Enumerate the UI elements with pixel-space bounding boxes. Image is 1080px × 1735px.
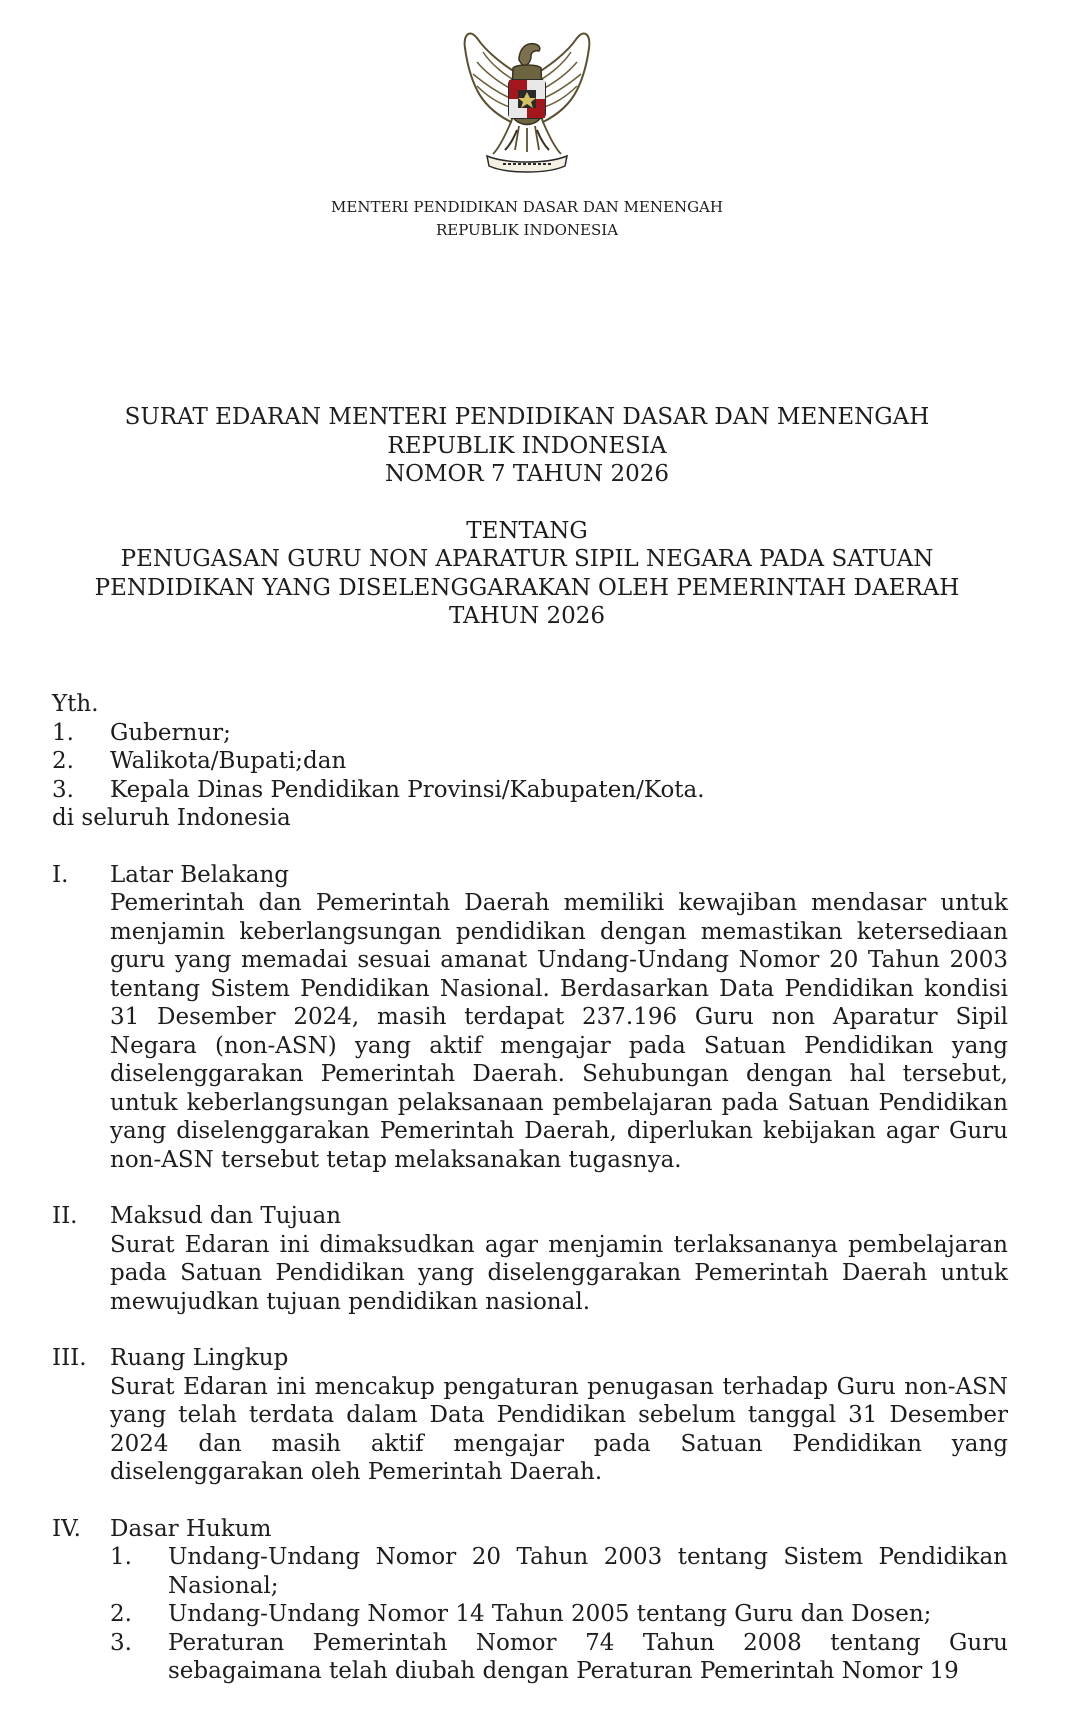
addressee-num: 1. xyxy=(52,719,74,746)
section-maksud-tujuan xyxy=(52,1202,1008,1316)
garuda-emblem-icon xyxy=(447,18,607,190)
section-text: Surat Edaran ini dimaksudkan agar menjamin terlaksananya pembelajaran pada Satuan Pendidikan yang diselenggarakan Pemerintah Daerah untuk mewujudkan tujuan pendidikan nasional. xyxy=(110,1231,1008,1315)
addressee-num: 2. xyxy=(52,748,74,774)
addressee-block xyxy=(52,690,1008,833)
document-body xyxy=(52,690,1008,1686)
section-number: II. xyxy=(52,1203,78,1229)
addressee-yth: Yth. xyxy=(52,691,99,717)
section-text: Surat Edaran ini mencakup pengaturan penugasan terhadap Guru non-ASN yang telah terdata dalam Data Pendidikan sebelum tanggal 31 Desember 2024 dan masih aktif mengajar pada Satuan Pendidikan yang diselenggarakan oleh Pemerintah Daerah. xyxy=(110,1373,1008,1485)
section-heading: Latar Belakang xyxy=(110,861,290,888)
list-item xyxy=(110,1629,1008,1686)
legal-basis-num: 3. xyxy=(110,1629,132,1656)
legal-basis-text: Undang-Undang Nomor 20 Tahun 2003 tentang Sistem Pendidikan Nasional; xyxy=(168,1544,1008,1599)
section-dasar-hukum xyxy=(52,1515,1008,1686)
section-number: III. xyxy=(52,1345,87,1371)
addressee-text: Gubernur; xyxy=(110,719,231,746)
list-item xyxy=(52,776,1008,805)
legal-basis-num: 2. xyxy=(110,1601,132,1627)
section-latar-belakang xyxy=(52,861,1008,1175)
title-line2: REPUBLIK INDONESIA xyxy=(387,432,667,459)
title-line3: NOMOR 7 TAHUN 2026 xyxy=(384,461,670,487)
title-subject3: TAHUN 2026 xyxy=(448,603,606,629)
addressee-num: 3. xyxy=(52,776,74,803)
title-subject2: PENDIDIKAN YANG DISELENGGARAKAN OLEH PEMERINTAH DAERAH xyxy=(94,574,960,601)
addressee-text: Kepala Dinas Pendidikan Provinsi/Kabupaten/Kota. xyxy=(110,776,705,803)
title-subject1: PENUGASAN GURU NON APARATUR SIPIL NEGARA PADA SATUAN xyxy=(120,546,934,572)
section-heading: Ruang Lingkup xyxy=(110,1345,289,1371)
legal-basis-text: Undang-Undang Nomor 14 Tahun 2005 tentang Guru dan Dosen; xyxy=(168,1601,932,1627)
minister-header xyxy=(0,196,1054,242)
addressee-text: Walikota/Bupati;dan xyxy=(110,748,347,774)
addressee-scope: di seluruh Indonesia xyxy=(52,805,291,831)
section-ruang-lingkup xyxy=(52,1344,1008,1487)
list-item xyxy=(110,1543,1008,1600)
list-item xyxy=(110,1600,1008,1629)
section-number: I. xyxy=(52,861,69,888)
list-item xyxy=(52,719,1008,748)
document-title xyxy=(0,403,1054,631)
title-tentang: TENTANG xyxy=(466,517,588,544)
minister-header-line2: REPUBLIK INDONESIA xyxy=(435,221,619,239)
section-number: IV. xyxy=(52,1515,81,1542)
section-heading: Dasar Hukum xyxy=(110,1515,272,1542)
title-line1: SURAT EDARAN MENTERI PENDIDIKAN DASAR DAN MENENGAH xyxy=(124,404,930,430)
legal-basis-text: Peraturan Pemerintah Nomor 74 Tahun 2008 tentang Guru sebagaimana telah diubah dengan Peraturan Pemerintah Nomor 19 xyxy=(168,1629,1008,1684)
section-text: Pemerintah dan Pemerintah Daerah memiliki kewajiban mendasar untuk menjamin keberlangsungan pendidikan dengan memastikan ketersediaan guru yang memadai sesuai amanat Undang-Undang Nomor 20 Tahun 2003 tentang Sistem Pendidikan Nasional. Berdasarkan Data Pendidikan kondisi 31 Desember 2024, masih terdapat 237.196 Guru non Aparatur Sipil Negara (non-ASN) yang aktif mengajar pada Satuan Pendidikan yang diselenggarakan Pemerintah Daerah. Sehubungan dengan hal tersebut, untuk keberlangsungan pelaksanaan pembelajaran pada Satuan Pendidikan yang diselenggarakan Pemerintah Daerah, diperlukan kebijakan agar Guru non-ASN tersebut tetap melaksanakan tugasnya. xyxy=(110,890,1008,1173)
minister-header-line1: MENTERI PENDIDIKAN DASAR DAN MENENGAH xyxy=(331,198,723,216)
section-heading: Maksud dan Tujuan xyxy=(110,1203,342,1229)
legal-basis-num: 1. xyxy=(110,1544,132,1570)
list-item xyxy=(52,747,1008,776)
